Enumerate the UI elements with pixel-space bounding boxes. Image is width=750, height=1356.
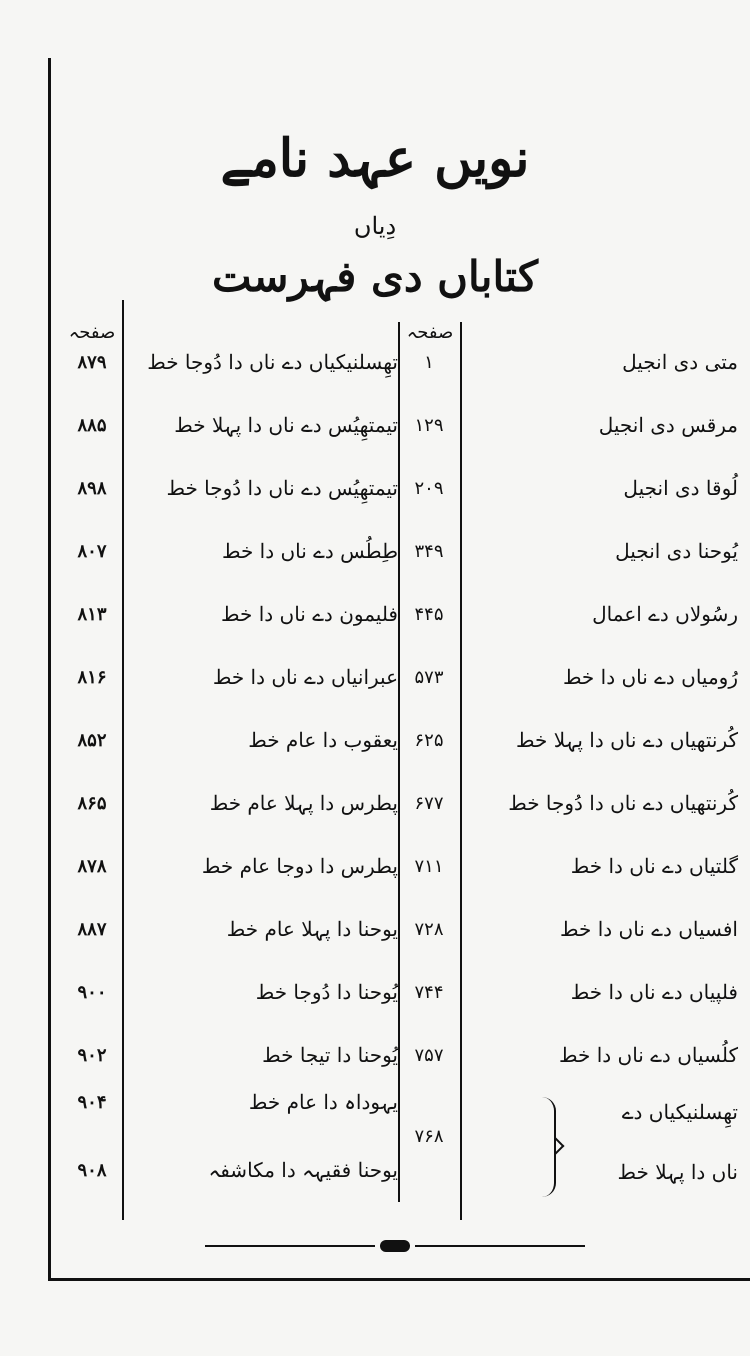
right-page-number: ۷۱۱ [414,856,444,877]
left-book-name: فلیمون دے ناں دا خط [220,602,398,626]
left-book-name: یعقوب دا عام خط [248,728,398,752]
table-row [0,777,750,841]
left-page-number: ۸۱۶ [77,667,107,688]
right-book-name: رسُولاں دے اعمال [592,602,738,626]
right-book-name: افسیاں دے ناں دا خط [560,917,738,941]
right-page-number: ۶۲۵ [414,730,444,751]
left-page-number: ۹۰۲ [77,1045,107,1066]
page-title: نویں عہد نامے [220,128,530,189]
closing-ornament [205,1240,585,1252]
right-page-column-head: صفحہ [406,322,454,343]
right-page-number: ۱۲۹ [414,415,444,436]
right-page-number: ۷۵۷ [414,1045,444,1066]
last-group-left-page-2: ۹۰۸ [77,1160,107,1181]
right-book-name: فلپیاں دے ناں دا خط [570,980,738,1004]
right-page-number: ۲۰۹ [414,478,444,499]
left-book-name: تیمتھِیُس دے ناں دا پہلا خط [174,413,398,437]
left-page-number: ۸۱۳ [77,604,107,625]
right-page-number: ۷۲۸ [414,919,444,940]
left-page-number: ۸۸۵ [77,415,107,436]
left-book-name: یُوحنا دا دُوجا خط [255,980,398,1004]
right-page-number: ۶۷۷ [414,793,444,814]
left-page-number: ۸۶۵ [77,793,107,814]
left-book-name: تھِسلنیکیاں دے ناں دا دُوجا خط [147,350,398,374]
table-row [0,966,750,1030]
page-subtitle: دِیاں [353,212,397,240]
left-page-number: ۸۵۲ [77,730,107,751]
right-page-number: ۵۷۳ [414,667,444,688]
right-book-name: کُرنتھیاں دے ناں دا دُوجا خط [508,791,738,815]
last-group-right-line-1: تھِسلنیکیاں دے [621,1100,738,1124]
table-row [0,399,750,463]
right-book-name: یُوحنا دی انجیل [615,539,738,563]
left-book-name: پطرس دا دوجا عام خط [201,854,398,878]
table-row [0,840,750,904]
right-page-number: ۳۴۹ [414,541,444,562]
table-row [0,1029,750,1093]
left-page-number: ۸۷۸ [77,856,107,877]
left-book-name: یُوحنا دا تیجا خط [262,1043,398,1067]
table-row [0,336,750,400]
left-page-number: ۸۹۸ [77,478,107,499]
left-page-number: ۹۰۰ [77,982,107,1003]
right-page-number: ۴۴۵ [414,604,444,625]
last-group-right-page: ۷۶۸ [414,1126,444,1147]
left-book-name: پطرس دا پہلا عام خط [209,791,398,815]
right-book-name: لُوقا دی انجیل [623,476,738,500]
right-book-name: کلُسیاں دے ناں دا خط [558,1043,738,1067]
table-row [0,588,750,652]
left-page-number: ۸۰۷ [77,541,107,562]
left-page-column-head: صفحہ [68,322,116,343]
right-page-number: ۱ [424,352,434,373]
last-group-left-name-2: یوحنا فقیہہ دا مکاشفہ [208,1158,398,1182]
left-book-name: عبرانیاں دے ناں دا خط [212,665,398,689]
last-group-right-line-2: ناں دا پہلا خط [617,1160,738,1184]
table-row [0,903,750,967]
table-row [0,525,750,589]
right-book-name: رُومیاں دے ناں دا خط [562,665,738,689]
right-book-name: کُرنتھیاں دے ناں دا پہلا خط [516,728,738,752]
right-book-name: گلتیاں دے ناں دا خط [570,854,738,878]
last-group-left-name-1: یہوداہ دا عام خط [248,1090,398,1114]
left-page-number: ۸۸۷ [77,919,107,940]
right-book-name: مرقس دی انجیل [598,413,738,437]
left-book-name: یوحنا دا پہلا عام خط [226,917,398,941]
right-page-number: ۷۴۴ [414,982,444,1003]
right-book-name: متی دی انجیل [622,350,738,374]
table-row [0,462,750,526]
last-group-left-page-1: ۹۰۴ [77,1092,107,1113]
left-book-name: تیمتھِیُس دے ناں دا دُوجا خط [166,476,398,500]
left-book-name: طِطُس دے ناں دا خط [221,539,398,563]
table-row [0,714,750,778]
contents-heading: کتاباں دی فہرست [212,252,538,301]
table-row [0,651,750,715]
left-page-number: ۸۷۹ [77,352,107,373]
